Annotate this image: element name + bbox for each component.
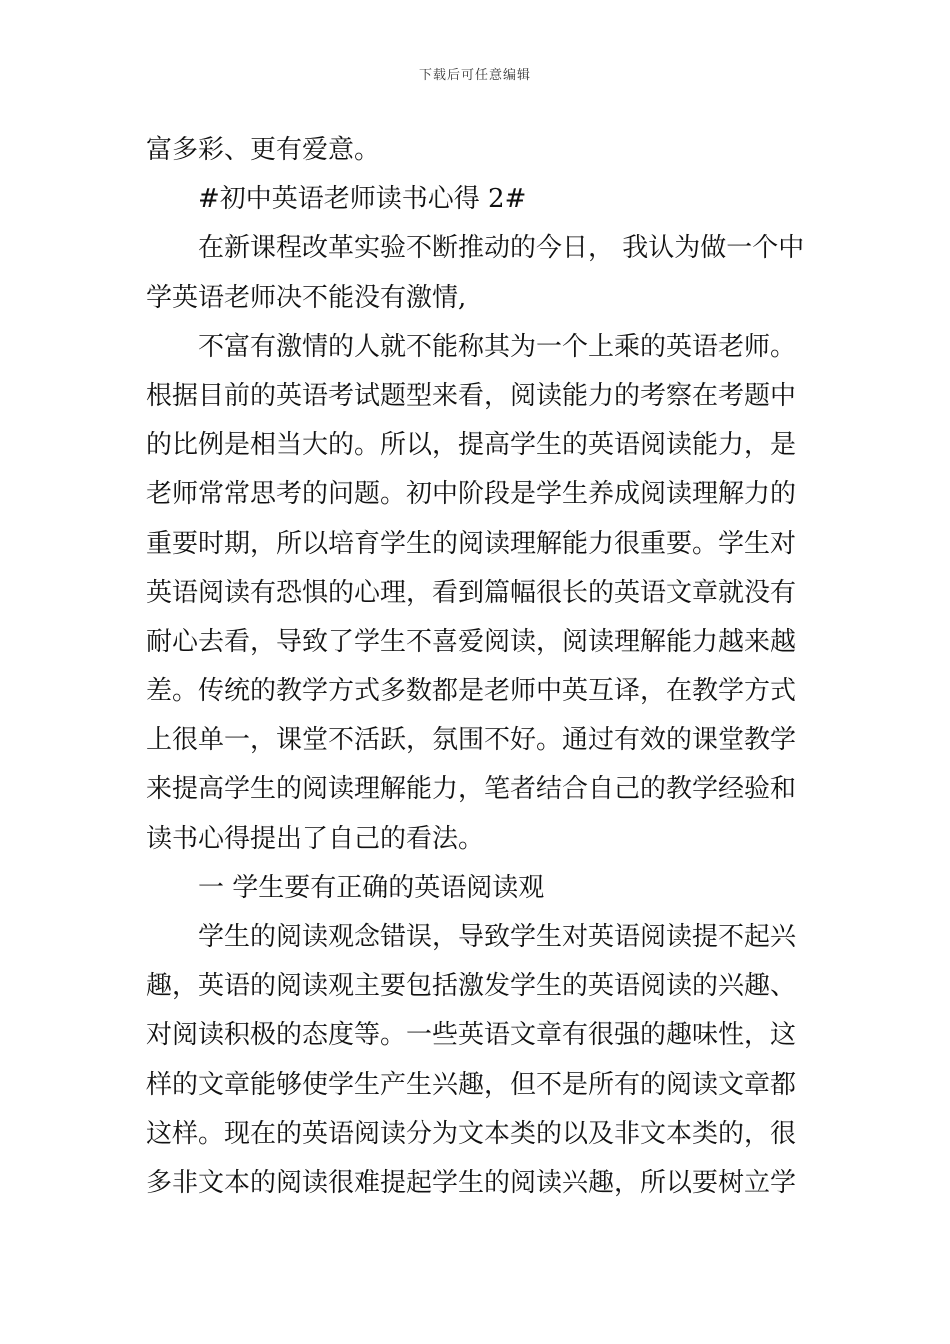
text-line: 上很单一，课堂不活跃，氛围不好。通过有效的课堂教学 [146, 725, 797, 756]
text-line: 这样。现在的英语阅读分为文本类的以及非文本类的，很 [146, 1118, 797, 1149]
text-line: 不富有激情的人就不能称其为一个上乘的英语老师。 [198, 331, 797, 362]
text-line: 英语阅读有恐惧的心理，看到篇幅很长的英语文章就没有 [146, 577, 797, 608]
document-body [146, 126, 810, 1208]
text-line: 的比例是相当大的。所以，提高学生的英语阅读能力，是 [146, 430, 797, 461]
text-line: 在新课程改革实验不断推动的今日， 我认为做一个中 [198, 233, 805, 264]
text-line: 富多彩、更有爱意。 [146, 135, 381, 165]
text-line: 读书心得提出了自己的看法。 [146, 823, 485, 854]
section-heading: #初中英语老师读书心得 2# [198, 184, 527, 215]
text-line: 耐心去看，导致了学生不喜爱阅读，阅读理解能力越来越 [146, 626, 797, 657]
page-header: 下载后可任意编辑 [418, 68, 531, 83]
text-line: 老师常常思考的问题。初中阶段是学生养成阅读理解力的 [146, 479, 797, 510]
subsection-heading: 一 学生要有正确的英语阅读观 [198, 872, 545, 903]
text-line: 差。传统的教学方式多数都是老师中英互译，在教学方式 [146, 676, 797, 707]
text-line: 来提高学生的阅读理解能力，笔者结合自己的教学经验和 [146, 774, 797, 805]
text-line: 对阅读积极的态度等。一些英语文章有很强的趣味性，这 [146, 1020, 797, 1051]
text-line: 根据目前的英语考试题型来看，阅读能力的考察在考题中 [146, 380, 797, 411]
text-line: 学生的阅读观念错误，导致学生对英语阅读提不起兴 [198, 922, 797, 952]
text-line: 学英语老师决不能没有激情, [146, 282, 467, 313]
text-line: 趣，英语的阅读观主要包括激发学生的英语阅读的兴趣、 [146, 971, 797, 1002]
text-line: 重要时期，所以培育学生的阅读理解能力很重要。学生对 [146, 528, 797, 559]
text-line: 多非文本的阅读很难提起学生的阅读兴趣，所以要树立学 [146, 1167, 797, 1198]
text-line: 样的文章能够使学生产生兴趣，但不是所有的阅读文章都 [146, 1069, 797, 1100]
